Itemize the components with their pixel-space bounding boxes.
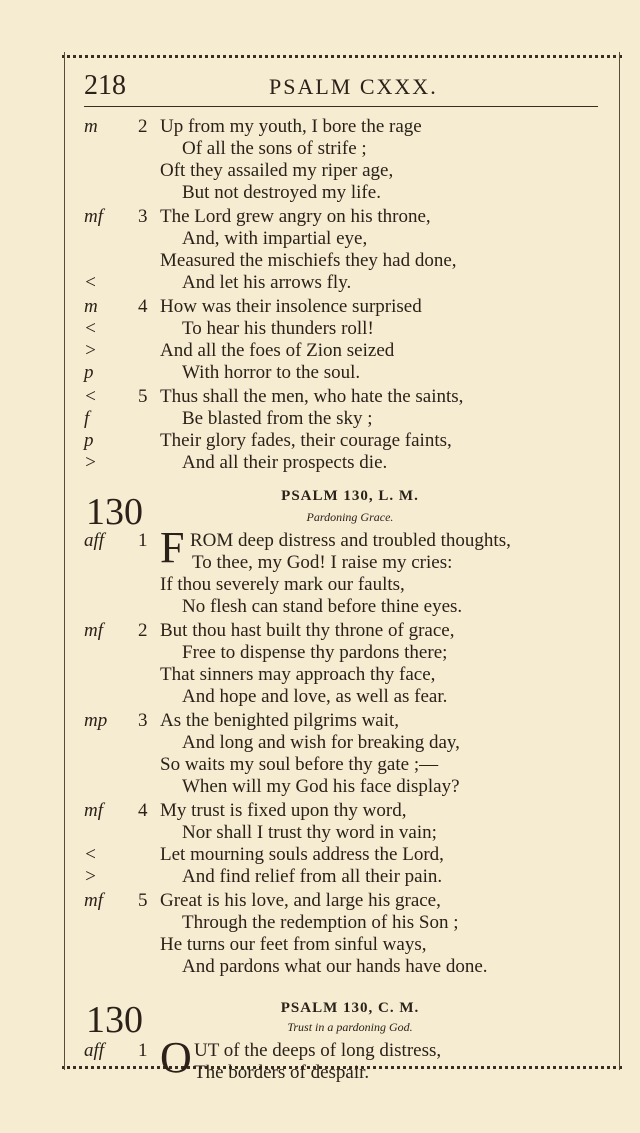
verse-text: Nor shall I trust thy word in vain; (182, 822, 437, 843)
stanza-number: 4 (138, 296, 148, 317)
verse-line (0, 956, 640, 978)
dynamic-mark: > (84, 866, 97, 887)
verse-line (0, 138, 640, 160)
verse-line (0, 866, 640, 888)
header-rule (84, 106, 598, 107)
dynamic-mark: mf (84, 800, 103, 821)
stanza-number: 1 (138, 530, 148, 551)
verse-text: Measured the mischiefs they had done, (160, 250, 457, 271)
page-header (84, 70, 604, 100)
stanza-number: 5 (138, 890, 148, 911)
verse-text: UT of the deeps of long distress, (194, 1040, 442, 1061)
verse-line (0, 732, 640, 754)
verse-text: The Lord grew angry on his throne, (160, 206, 431, 227)
verse-text: Their glory fades, their courage faints, (160, 430, 452, 451)
hymn-subtitle-2: Trust in a pardoning God. (287, 1020, 413, 1034)
stanza-number: 2 (138, 116, 148, 137)
verse-line (0, 686, 640, 708)
dynamic-mark: mf (84, 620, 103, 641)
dynamic-mark: p (84, 362, 94, 383)
verse-line (0, 452, 640, 474)
verse-line (0, 822, 640, 844)
verse-line (0, 800, 640, 822)
verse-text: So waits my soul before thy gate ;— (160, 754, 439, 775)
verse-line (0, 844, 640, 866)
dynamic-mark: < (84, 318, 97, 339)
verse-line (0, 642, 640, 664)
dynamic-mark: < (84, 844, 97, 865)
top-border (62, 55, 622, 58)
verse-text: And hope and love, as well as fear. (182, 686, 448, 707)
verse-text: Oft they assailed my riper age, (160, 160, 394, 181)
verse-line (0, 340, 640, 362)
dynamic-mark: p (84, 430, 94, 451)
verse-text: And all their prospects die. (182, 452, 388, 473)
verse-line (0, 890, 640, 912)
dynamic-mark: aff (84, 530, 105, 551)
verse-line (0, 1062, 640, 1084)
verse-line (0, 710, 640, 732)
verse-text: To hear his thunders roll! (182, 318, 374, 339)
verse-text: No flesh can stand before thine eyes. (182, 596, 463, 617)
verse-text: Of all the sons of strife ; (182, 138, 367, 159)
verse-text: To thee, my God! I raise my cries: (192, 552, 453, 573)
dynamic-mark: mp (84, 710, 108, 731)
verse-line (0, 596, 640, 618)
verse-line (0, 250, 640, 272)
verse-text: Thus shall the men, who hate the saints, (160, 386, 464, 407)
verse-line (0, 1040, 640, 1062)
verse-text: Let mourning souls address the Lord, (160, 844, 444, 865)
verse-text: ROM deep distress and troubled thoughts, (190, 530, 511, 551)
drop-cap-2: O (160, 1033, 192, 1082)
verse-text: And pardons what our hands have done. (182, 956, 488, 977)
verse-line (0, 530, 640, 552)
dynamic-mark: mf (84, 890, 103, 911)
hymn-subtitle: Pardoning Grace. (306, 510, 394, 524)
dynamic-mark: > (84, 452, 97, 473)
verse-line (0, 574, 640, 596)
page-number: 218 (84, 70, 126, 101)
verse-line (0, 362, 640, 384)
verse-line (0, 318, 640, 340)
dynamic-mark: m (84, 296, 98, 317)
verse-text: As the benighted pilgrims wait, (160, 710, 400, 731)
verse-line (0, 206, 640, 228)
verse-text: He turns our feet from sinful ways, (160, 934, 427, 955)
verse-line (0, 934, 640, 956)
verse-line (0, 228, 640, 250)
hymn-title: PSALM 130, L. M. (281, 488, 419, 504)
verse-line (0, 386, 640, 408)
verse-text: Be blasted from the sky ; (182, 408, 373, 429)
dynamic-mark: f (84, 408, 90, 429)
stanza-number: 3 (138, 710, 148, 731)
verse-text: Great is his love, and large his grace, (160, 890, 441, 911)
verse-line (0, 912, 640, 934)
verse-text: If thou severely mark our faults, (160, 574, 405, 595)
verse-line (0, 776, 640, 798)
verse-text: And let his arrows fly. (182, 272, 352, 293)
running-title: PSALM CXXX. (269, 74, 438, 99)
verse-text: And all the foes of Zion seized (160, 340, 395, 361)
verse-text: How was their insolence surprised (160, 296, 422, 317)
dynamic-mark: < (84, 386, 97, 407)
verse-line (0, 272, 640, 294)
stanza-number: 5 (138, 386, 148, 407)
stanza-number: 3 (138, 206, 148, 227)
stanza-number: 4 (138, 800, 148, 821)
verse-line (0, 754, 640, 776)
verse-text: But not destroyed my life. (182, 182, 381, 203)
verse-text: And long and wish for breaking day, (182, 732, 460, 753)
verse-text: And, with impartial eye, (182, 228, 368, 249)
hymn-number-2: 130 (86, 999, 143, 1041)
verse-text: With horror to the soul. (182, 362, 361, 383)
verse-line (0, 296, 640, 318)
hymn-number: 130 (86, 491, 143, 533)
verse-text: Up from my youth, I bore the rage (160, 116, 422, 137)
dynamic-mark: mf (84, 206, 103, 227)
hymn-title-2: PSALM 130, C. M. (280, 1000, 420, 1016)
verse-text: My trust is fixed upon thy word, (160, 800, 407, 821)
verse-text: Free to dispense thy pardons there; (182, 642, 448, 663)
stanza-number: 2 (138, 620, 148, 641)
verse-line (0, 664, 640, 686)
dynamic-mark: > (84, 340, 97, 361)
verse-line (0, 620, 640, 642)
verse-line (0, 160, 640, 182)
dynamic-mark: m (84, 116, 98, 137)
verse-text: Through the redemption of his Son ; (182, 912, 459, 933)
verse-line (0, 408, 640, 430)
verse-line (0, 430, 640, 452)
verse-line (0, 116, 640, 138)
verse-text: That sinners may approach thy face, (160, 664, 436, 685)
verse-text: The borders of despair. (194, 1062, 370, 1083)
drop-cap: F (160, 523, 185, 572)
dynamic-mark: aff (84, 1040, 105, 1061)
verse-text: And find relief from all their pain. (182, 866, 443, 887)
stanza-number: 1 (138, 1040, 148, 1061)
verse-text: When will my God his face display? (182, 776, 460, 797)
verse-text: But thou hast built thy throne of grace, (160, 620, 455, 641)
verse-line (0, 182, 640, 204)
dynamic-mark: < (84, 272, 97, 293)
verse-line (0, 552, 640, 574)
